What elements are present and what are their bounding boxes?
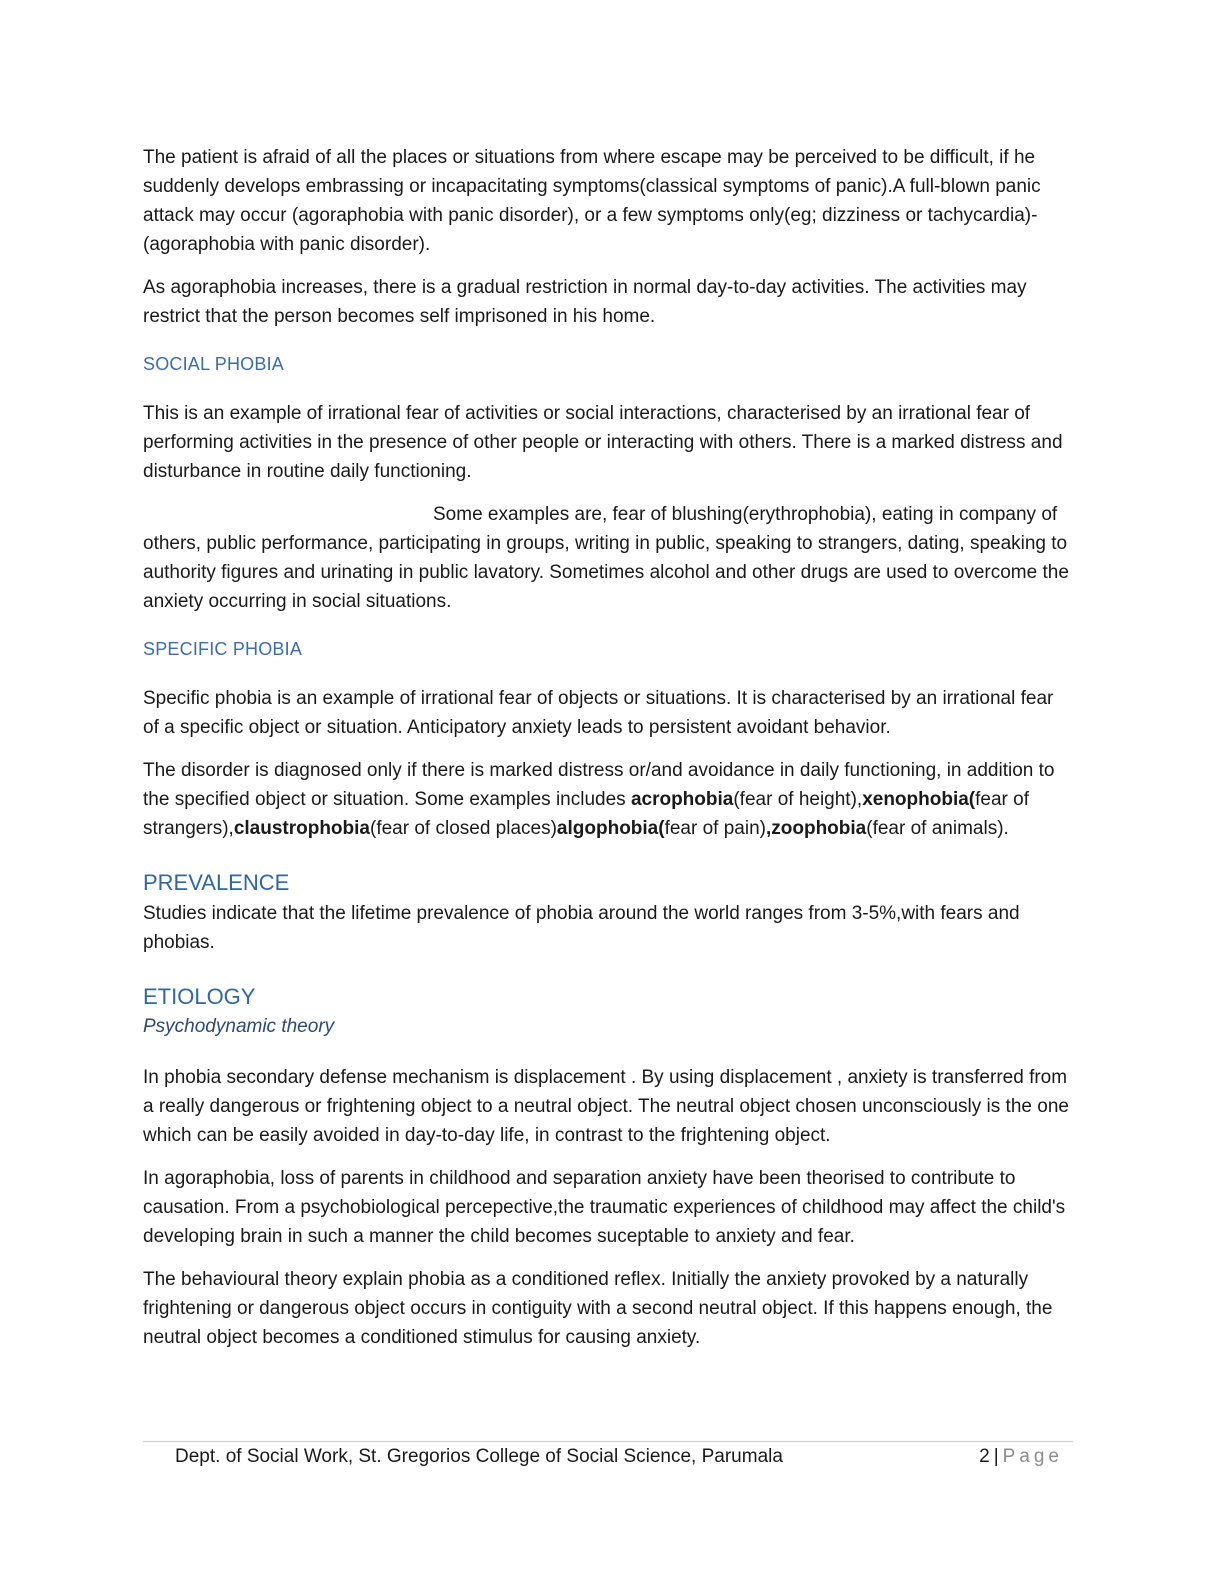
paragraph-social-phobia-examples [143, 500, 1073, 616]
term-zoophobia: ,zoophobia [765, 818, 867, 839]
heading-etiology: ETIOLOGY [143, 984, 256, 1009]
footer-page-indicator [979, 1446, 1063, 1468]
social-phobia-examples-text: Some examples are, fear of blushing(erythrophobia), eating in company of others, public performance, participating in groups, writing in public, speaking to strangers, dating, speaking to authority figures and urinating in public lavatory. Sometimes alcohol and other drugs are used to overcome the anxiety occurring in social situations. [143, 504, 1069, 612]
paragraph-agoraphobia-escape: The patient is afraid of all the places or situations from where escape may be perceived to be difficult, if he suddenly develops embrassing or incapacitating symptoms(classical symptoms of panic).A full-blown panic attack may occur (agoraphobia with panic disorder), or a few symptoms only(eg; dizziness or tachycardia)-(agoraphobia with panic disorder). [143, 147, 1041, 255]
heading-prevalence: PREVALENCE [143, 870, 290, 895]
term-algophobia: algophobia( [556, 818, 665, 839]
paragraph-agoraphobia-restriction: As agoraphobia increases, there is a gradual restriction in normal day-to-day activities. The activities may restrict that the person becomes self imprisoned in his home. [143, 277, 1027, 327]
page-footer [143, 1441, 1073, 1467]
term-claustrophobia: claustrophobia [233, 818, 370, 839]
term-xenophobia: xenophobia( [862, 789, 976, 810]
heading-specific-phobia: SPECIFIC PHOBIA [143, 639, 303, 659]
footer-institution: Dept. of Social Work, St. Gregorios College of Social Science, Parumala [175, 1446, 783, 1467]
term-acrophobia: acrophobia [630, 789, 734, 810]
text-segment: (fear of height), [733, 789, 863, 810]
text-segment: fear of pain) [664, 818, 766, 839]
page-separator: | [993, 1446, 999, 1467]
paragraph-prevalence: Studies indicate that the lifetime prevalence of phobia around the world ranges from 3-5%,with fears and phobias. [143, 903, 1020, 953]
paragraph-agoraphobia-causation: In agoraphobia, loss of parents in childhood and separation anxiety have been theorised to contribute to causation. From a psychobiological percepective,the traumatic experiences of childhood may affect the child's developing brain in such a manner the child becomes suceptable to anxiety and fear. [143, 1168, 1066, 1247]
heading-psychodynamic-theory: Psychodynamic theory [143, 1016, 335, 1037]
page-number: 2 [979, 1446, 990, 1467]
paragraph-specific-phobia-examples [143, 756, 1073, 843]
heading-social-phobia: SOCIAL PHOBIA [143, 354, 284, 374]
text-segment: The disorder is diagnosed only if there is marked distress or/and avoidance in daily functioning, in addition to the specified object or situation. Some examples includes [143, 760, 1055, 810]
paragraph-social-phobia-definition: This is an example of irrational fear of activities or social interactions, characterised by an irrational fear of performing activities in the presence of other people or interacting with others. There is a marked distress and disturbance in routine daily functioning. [143, 403, 1063, 482]
paragraph-behavioural-theory: The behavioural theory explain phobia as a conditioned reflex. Initially the anxiety provoked by a naturally frightening or dangerous object occurs in contiguity with a second neutral object. If this happens enough, the neutral object becomes a conditioned stimulus for causing anxiety. [143, 1269, 1053, 1348]
text-segment: (fear of closed places) [370, 818, 557, 839]
text-segment: fear of strangers), [143, 789, 1030, 839]
document-page [143, 143, 1073, 1352]
page-label: Page [1002, 1446, 1063, 1467]
paragraph-specific-phobia-definition: Specific phobia is an example of irrational fear of objects or situations. It is characterised by an irrational fear of a specific object or situation. Anticipatory anxiety leads to persistent avoidant behavior. [143, 688, 1054, 738]
paragraph-displacement: In phobia secondary defense mechanism is displacement . By using displacement , anxiety is transferred from a really dangerous or frightening object to a neutral object. The neutral object chosen unconsciously is the one which can be easily avoided in day-to-day life, in contrast to the frightening object. [143, 1067, 1069, 1146]
text-segment: (fear of animals). [866, 818, 1009, 839]
